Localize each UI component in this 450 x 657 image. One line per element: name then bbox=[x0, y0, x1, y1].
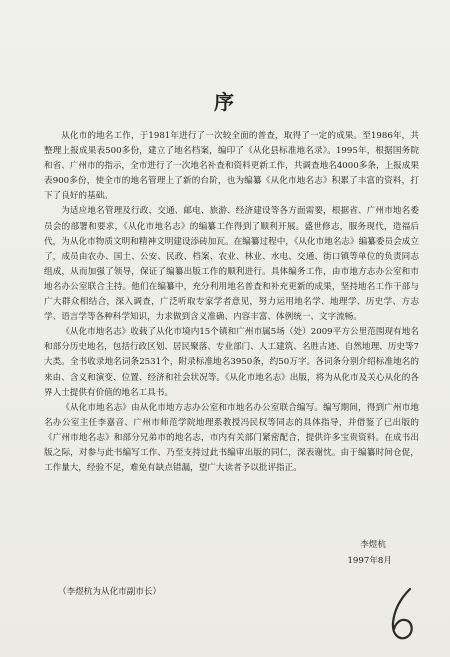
preface-body bbox=[44, 129, 419, 476]
paragraph-1: 从化市的地名工作，于1981年进行了一次较全面的普查，取得了一定的成果。至1986年，共整理上报成果表500多份，建立了地名档案，编印了《从化县标准地名录》。1995年，根据国务院和省、广州市的指示，全市进行了一次地名补查和资料更新工作，共调查地名4000多条，上报成果表900多份，使全市的地名管理上了新的台阶，也为编纂《从化市地名志》积累了丰富的资料，打下了良好的基础。 bbox=[44, 131, 419, 202]
page-title: 序 bbox=[214, 90, 236, 114]
signature: 李煜杭 bbox=[360, 540, 386, 550]
paragraph-3: 《从化市地名志》收载了从化市境内15个镇和广州市属5场（处）2009平方公里范围现有地名和部分历史地名，包括行政区划、居民聚落、专业部门、人工建筑、名胜古迹、自然地理、历史等7大类。全书收录地名词条2531个，附录标准地名3950条，约50万字。各词条分别介绍标准地名的来由、含义和演变、位置、经济和社会状况等。《从化市地名志》出版，将为从化市及关心从化的各界人士提供有价值的地名工具书。 bbox=[44, 327, 420, 398]
signature-date: 1997年8月 bbox=[347, 556, 392, 566]
paragraph-4: 《从化市地名志》由从化市地方志办公室和市地名办公室联合编写。编写期间，得到广州市地名办公室主任李嘉音、广州市师范学院地理系教授冯民权等同志的具体指导，并借鉴了已出版的《广州市地名志》和部分兄弟市的地名志，市内有关部门紧密配合，提供许多宝贵资料。在成书出版之际，对参与此书编写工作、乃至支持过此书编审出版的同仁，深表谢忱。由于编纂时间仓促，工作量大，经验不足，难免有缺点错漏，望广大读者予以批评指正。 bbox=[44, 402, 419, 474]
paragraph-2: 为适应地名管理及行政、交通、邮电、旅游、经济建设等各方面需要，根据省、广州市地名委员会的部署和要求，《从化市地名志》的编纂工作得到了顺利开展。盛世修志，服务现代，造福后代，为从化市物质文明和精神文明建设添砖加瓦。在编纂过程中，《从化市地名志》编纂委员会成立了，成员由农办、国土、公安、民政、档案、农业、林业、水电、交通、街口镇等单位的负责同志组成，从而加强了领导，保证了编纂出版工作的顺利进行。具体编务工作，由市地方志办公室和市地名办公室联合主持。他们在编纂中，充分利用地名普查和补充更新的成果，坚持地名工作干部与广大群众相结合，深入调查，广泛听取专家学者意见，努力运用地名学、地理学、历史学、方志学、语言学等各种科学知识，力求做到含义准确、内容丰富、体例统一、文字流畅。 bbox=[44, 206, 419, 323]
handwritten-page-number bbox=[386, 585, 420, 643]
author-note: （李煜杭为从化市副市长） bbox=[58, 587, 162, 597]
